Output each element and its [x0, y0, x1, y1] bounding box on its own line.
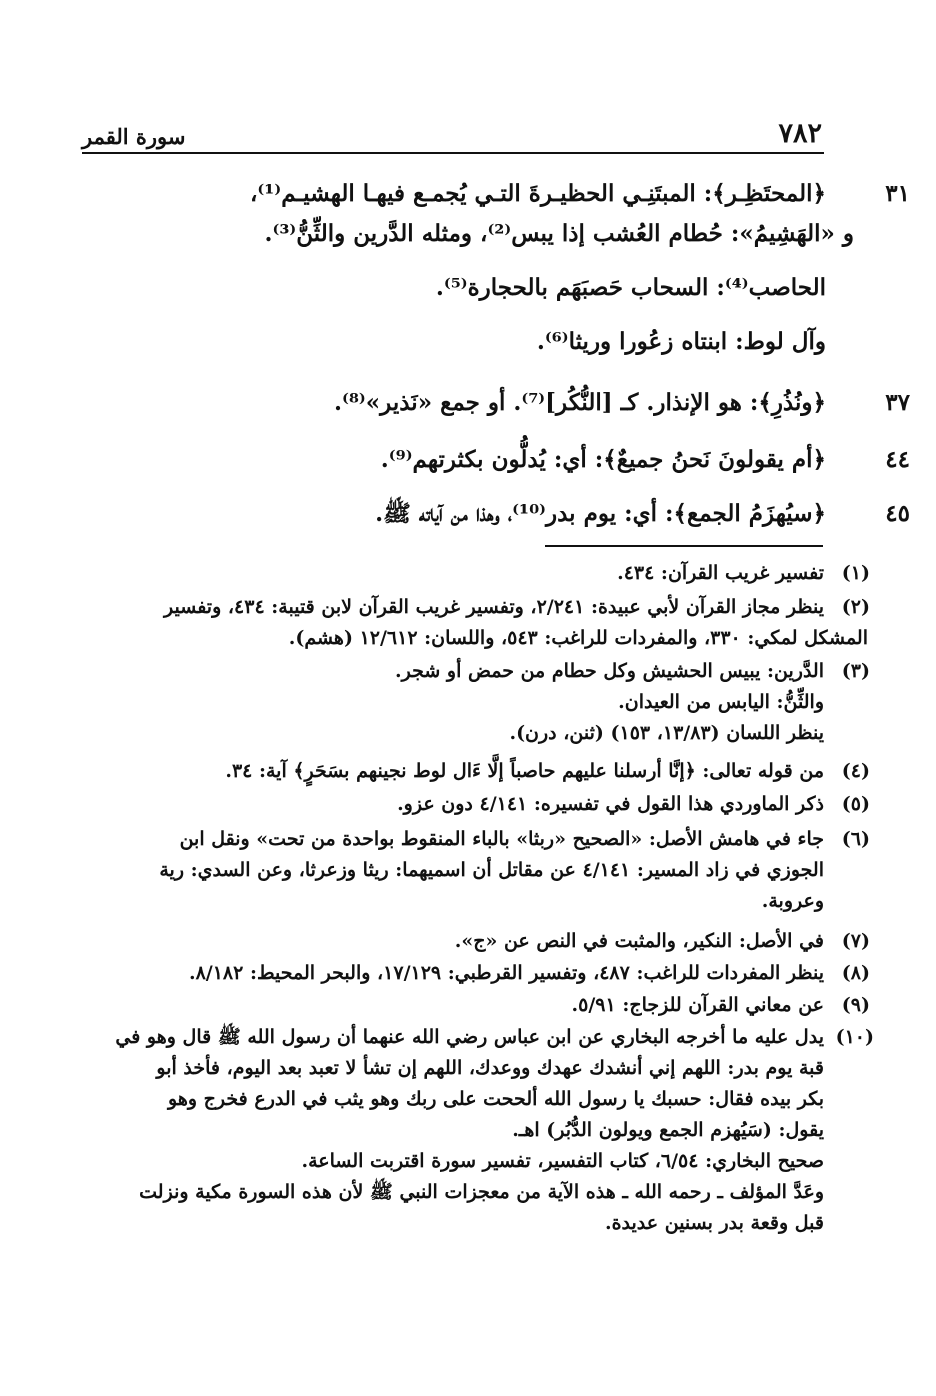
footnote-7 [80, 926, 870, 957]
entry-44 [80, 440, 910, 480]
footnote-9 [80, 990, 870, 1021]
footnote-number: (٢) [841, 596, 870, 618]
footnote-line: جاء في هامش الأصل: «الصحيح «ربثا» بالباء المنقوط بواحدة من تحت» ونقل ابن [179, 828, 824, 850]
footnote-number: (٦) [841, 828, 870, 850]
footnote-number: (٥) [841, 793, 870, 815]
entry-line: ﴿ونُذُرِ﴾: هو الإنذار. كـ [النُّكُر]⁽⁷⁾. أو جمع «نَذير»⁽⁸⁾. [333, 389, 826, 416]
footnote-number: (٧) [841, 930, 870, 952]
verse-number: ٣١ [885, 180, 910, 207]
footnotes-divider [545, 545, 823, 547]
footnote-line: المشكل لمكي: ٣٣٠، والمفردات للراغب: ٥٤٣، واللسان: ١٢/٦١٢ (هشم). [288, 627, 868, 649]
entry-line: ﴿سيُهزَمُ الجمع﴾: أي: يوم بدر⁽¹⁰⁾، وهذا من آياته ﷺ. [375, 500, 826, 527]
footnote-line: قبة يوم بدر: اللهم إني أنشدك عهدك ووعدك، اللهم إن تشأ لا تعبد بعد اليوم، فأخذ أبو [156, 1057, 824, 1079]
footnote-3 [80, 656, 870, 749]
footnote-line: ينظر اللسان (١٣/٨٣، ١٥٣) (ثنن، درن). [509, 722, 824, 744]
footnote-10 [80, 1022, 874, 1239]
footnote-line: والثِّنُّ: اليابس من العيدان. [618, 691, 824, 713]
entry-line: ﴿المحتَظِـر﴾: المبتَنِـي الحظيـرةَ التـي يُجمـع فيهـا الهشيـم⁽¹⁾، [250, 180, 826, 207]
footnote-line: تفسير غريب القرآن: ٤٣٤. [617, 562, 824, 584]
footnote-line: ينظر المفردات للراغب: ٤٨٧، وتفسير القرطبي: ١٧/١٢٩، والبحر المحيط: ٨/١٨٢. [188, 962, 824, 984]
footnote-line: الجوزي في زاد المسير: ٤/١٤١ عن مقاتل أن اسميهما: ريثا وزعرثا، وعن السدي: رية [159, 859, 824, 881]
page-header [82, 108, 822, 156]
footnote-line: الدَّرين: يبيس الحشيش وكل حطام من حمض أو شجر. [395, 660, 824, 682]
footnote-8 [80, 958, 870, 989]
entry-45 [80, 494, 910, 534]
verse-number: ٣٧ [885, 389, 910, 416]
footnote-line: بكر بيده فقال: حسبك يا رسول الله ألححت على ربك وهو يثب في الدرع فخرج وهو [168, 1088, 824, 1110]
footnote-number: (٨) [841, 962, 870, 984]
footnote-line: ذكر الماوردي هذا القول في تفسيره: ٤/١٤١ دون عزو. [397, 793, 824, 815]
footnote-line: قبل وقعة بدر بسنين عديدة. [604, 1212, 824, 1234]
surah-title: سورة القمر [82, 124, 186, 149]
footnote-number: (١٠) [835, 1026, 874, 1048]
footnote-5 [80, 789, 870, 820]
footnote-number: (٩) [841, 994, 870, 1016]
entry-37 [80, 383, 910, 423]
footnote-line: وعروبة. [761, 890, 824, 912]
verse-number: ٤٤ [885, 446, 910, 473]
footnote-number: (٣) [841, 660, 870, 682]
entry-line: الحاصب⁽⁴⁾: السحاب حَصبَهَم بالحجارة⁽⁵⁾. [435, 274, 826, 301]
footnote-line: ينظر مجاز القرآن لأبي عبيدة: ٢/٢٤١، وتفسير غريب القرآن لابن قتيبة: ٤٣٤، وتفسير [164, 596, 824, 618]
footnote-number: (٤) [841, 760, 870, 782]
footnote-2 [80, 592, 870, 654]
footnote-6 [80, 824, 870, 917]
verse-number: ٤٥ [885, 500, 910, 527]
footnote-line: يقول: (سَيُهزم الجمع ويولون الدُّبُر) اهـ. [512, 1119, 824, 1141]
footnote-line: عن معاني القرآن للزجاج: ٥/٩١. [571, 994, 824, 1016]
entry-31 [80, 174, 910, 362]
footnote-1 [80, 558, 870, 589]
entry-line: ﴿أم يقولونَ نَحنُ جميعٌ﴾: أي: يُدلُّون بكثرتهم⁽⁹⁾. [380, 446, 826, 473]
header-divider [82, 152, 824, 154]
footnote-line: في الأصل: النكير، والمثبت في النص عن «ج». [454, 930, 824, 952]
footnote-4 [80, 756, 870, 787]
footnote-line: يدل عليه ما أخرجه البخاري عن ابن عباس رضي الله عنهما أن رسول الله ﷺ قال وهو في [115, 1026, 824, 1048]
footnote-line: صحيح البخاري: ٦/٥٤، كتاب التفسير، تفسير سورة اقتربت الساعة. [301, 1150, 824, 1172]
footnote-line: وعَدَّ المؤلف ـ رحمه الله ـ هذه الآية من معجزات النبي ﷺ لأن هذه السورة مكية ونزلت [139, 1181, 824, 1203]
page-number: ٧٨٢ [778, 118, 822, 149]
footnote-line: من قوله تعالى: ﴿إنَّا أرسلنا عليهم حاصباً إلَّا ءَال لوط نجينهم بسَحَرٍ﴾ آية: ٣٤. [225, 760, 824, 782]
entry-line: وآل لوط: ابنتاه زعُورا وريثا⁽⁶⁾. [536, 328, 826, 355]
entry-line: و «الهَشِيمُ»: حُطام العُشب إذا يبس⁽²⁾، ومثله الدَّرين والثِّنُّ⁽³⁾. [264, 220, 854, 247]
footnote-number: (١) [841, 562, 870, 584]
